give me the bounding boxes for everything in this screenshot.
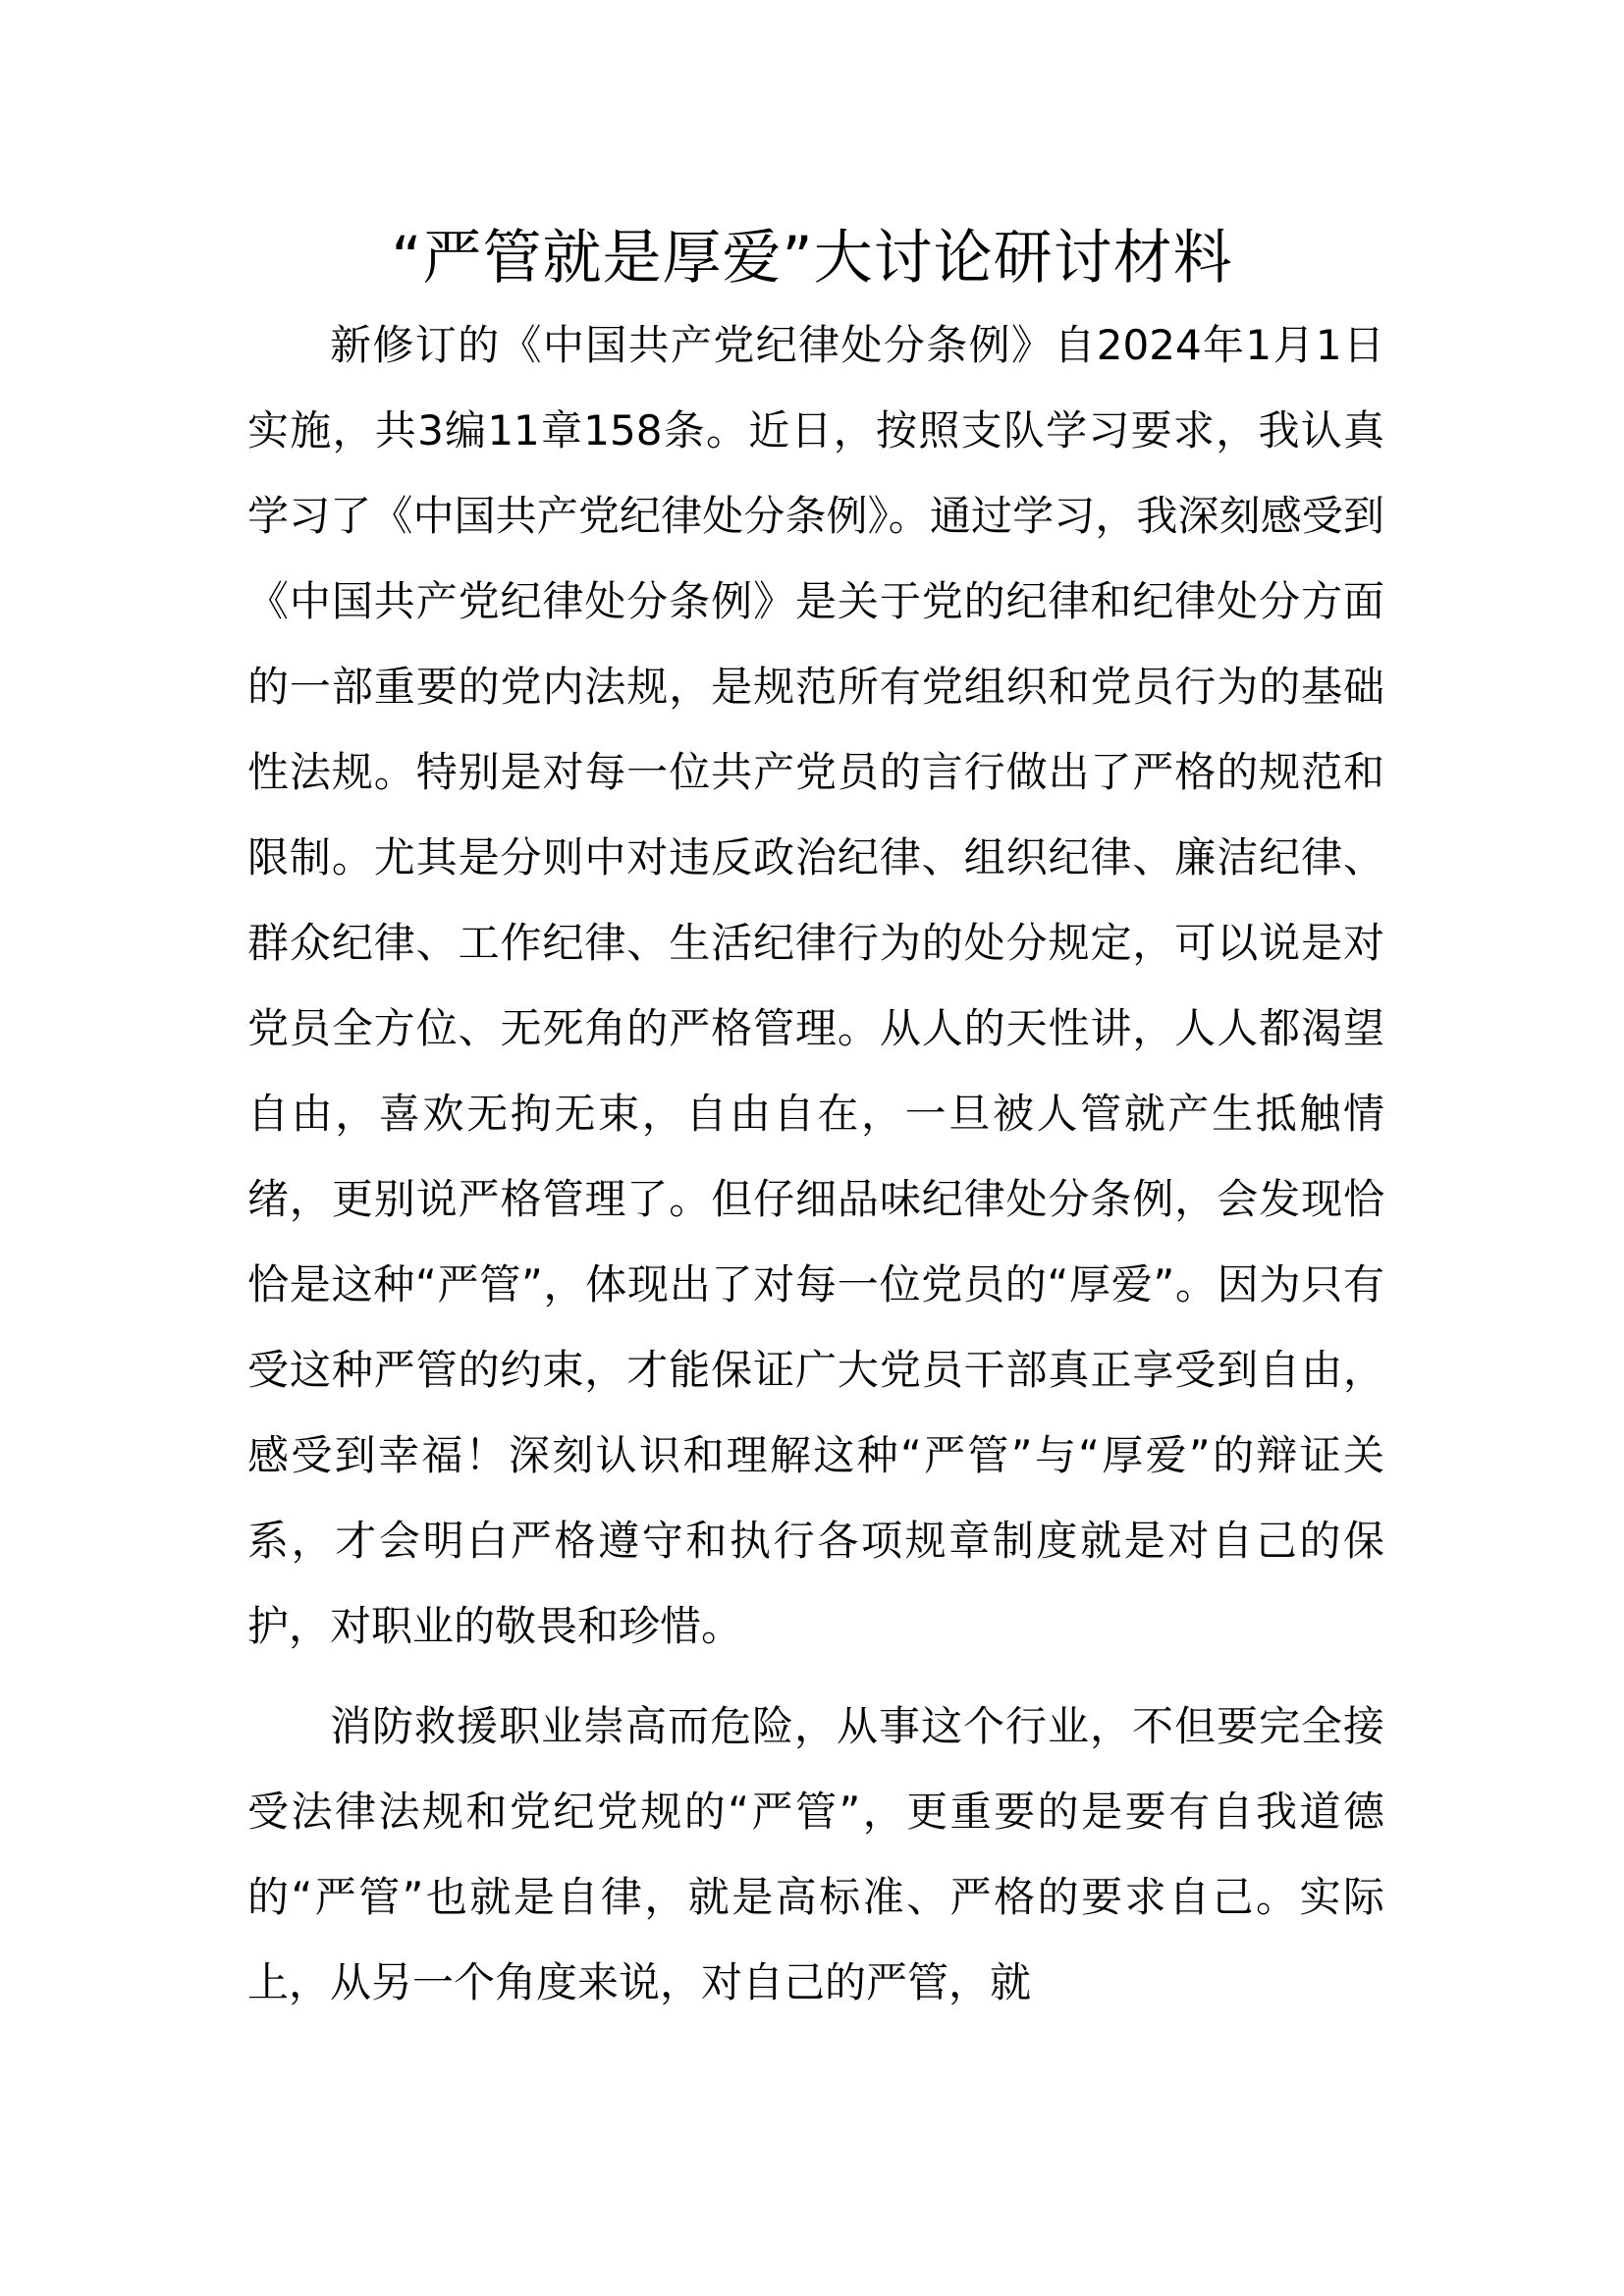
paragraph-2: 消防救援职业崇高而危险，从事这个行业，不但要完全接受法律法规和党纪党规的“严管”，更重要的是要有自我道德的“严管”也就是自律，就是高标准、严格的要求自己。实际上，从另一个角度来说，对自己的严管，就 <box>247 1702 1384 2006</box>
document-body <box>247 302 1384 2025</box>
paragraph-1: 新修订的《中国共产党纪律处分条例》自2024年1月1日实施，共3编11章158条。近日，按照支队学习要求，我认真学习了《中国共产党纪律处分条例》。通过学习，我深刻感受到《中国共产党纪律处分条例》是关于党的纪律和纪律处分方面的一部重要的党内法规，是规范所有党组织和党员行为的基础性法规。特别是对每一位共产党员的言行做出了严格的规范和限制。尤其是分则中对违反政治纪律、组织纪律、廉洁纪律、群众纪律、工作纪律、生活纪律行为的处分规定，可以说是对党员全方位、无死角的严格管理。从人的天性讲，人人都渴望自由，喜欢无拘无束，自由自在，一旦被人管就产生抵触情绪，更别说严格管理了。但仔细品味纪律处分条例，会发现恰恰是这种“严管”，体现出了对每一位党员的“厚爱”。因为只有受这种严管的约束，才能保证广大党员干部真正享受到自由，感受到幸福！深刻认识和理解这种“严管”与“厚爱”的辩证关系，才会明白严格遵守和执行各项规章制度就是对自己的保护，对职业的敬畏和珍惜。 <box>247 321 1384 1650</box>
document-title: “严管就是厚爱”大讨论研讨材料 <box>391 224 1233 293</box>
